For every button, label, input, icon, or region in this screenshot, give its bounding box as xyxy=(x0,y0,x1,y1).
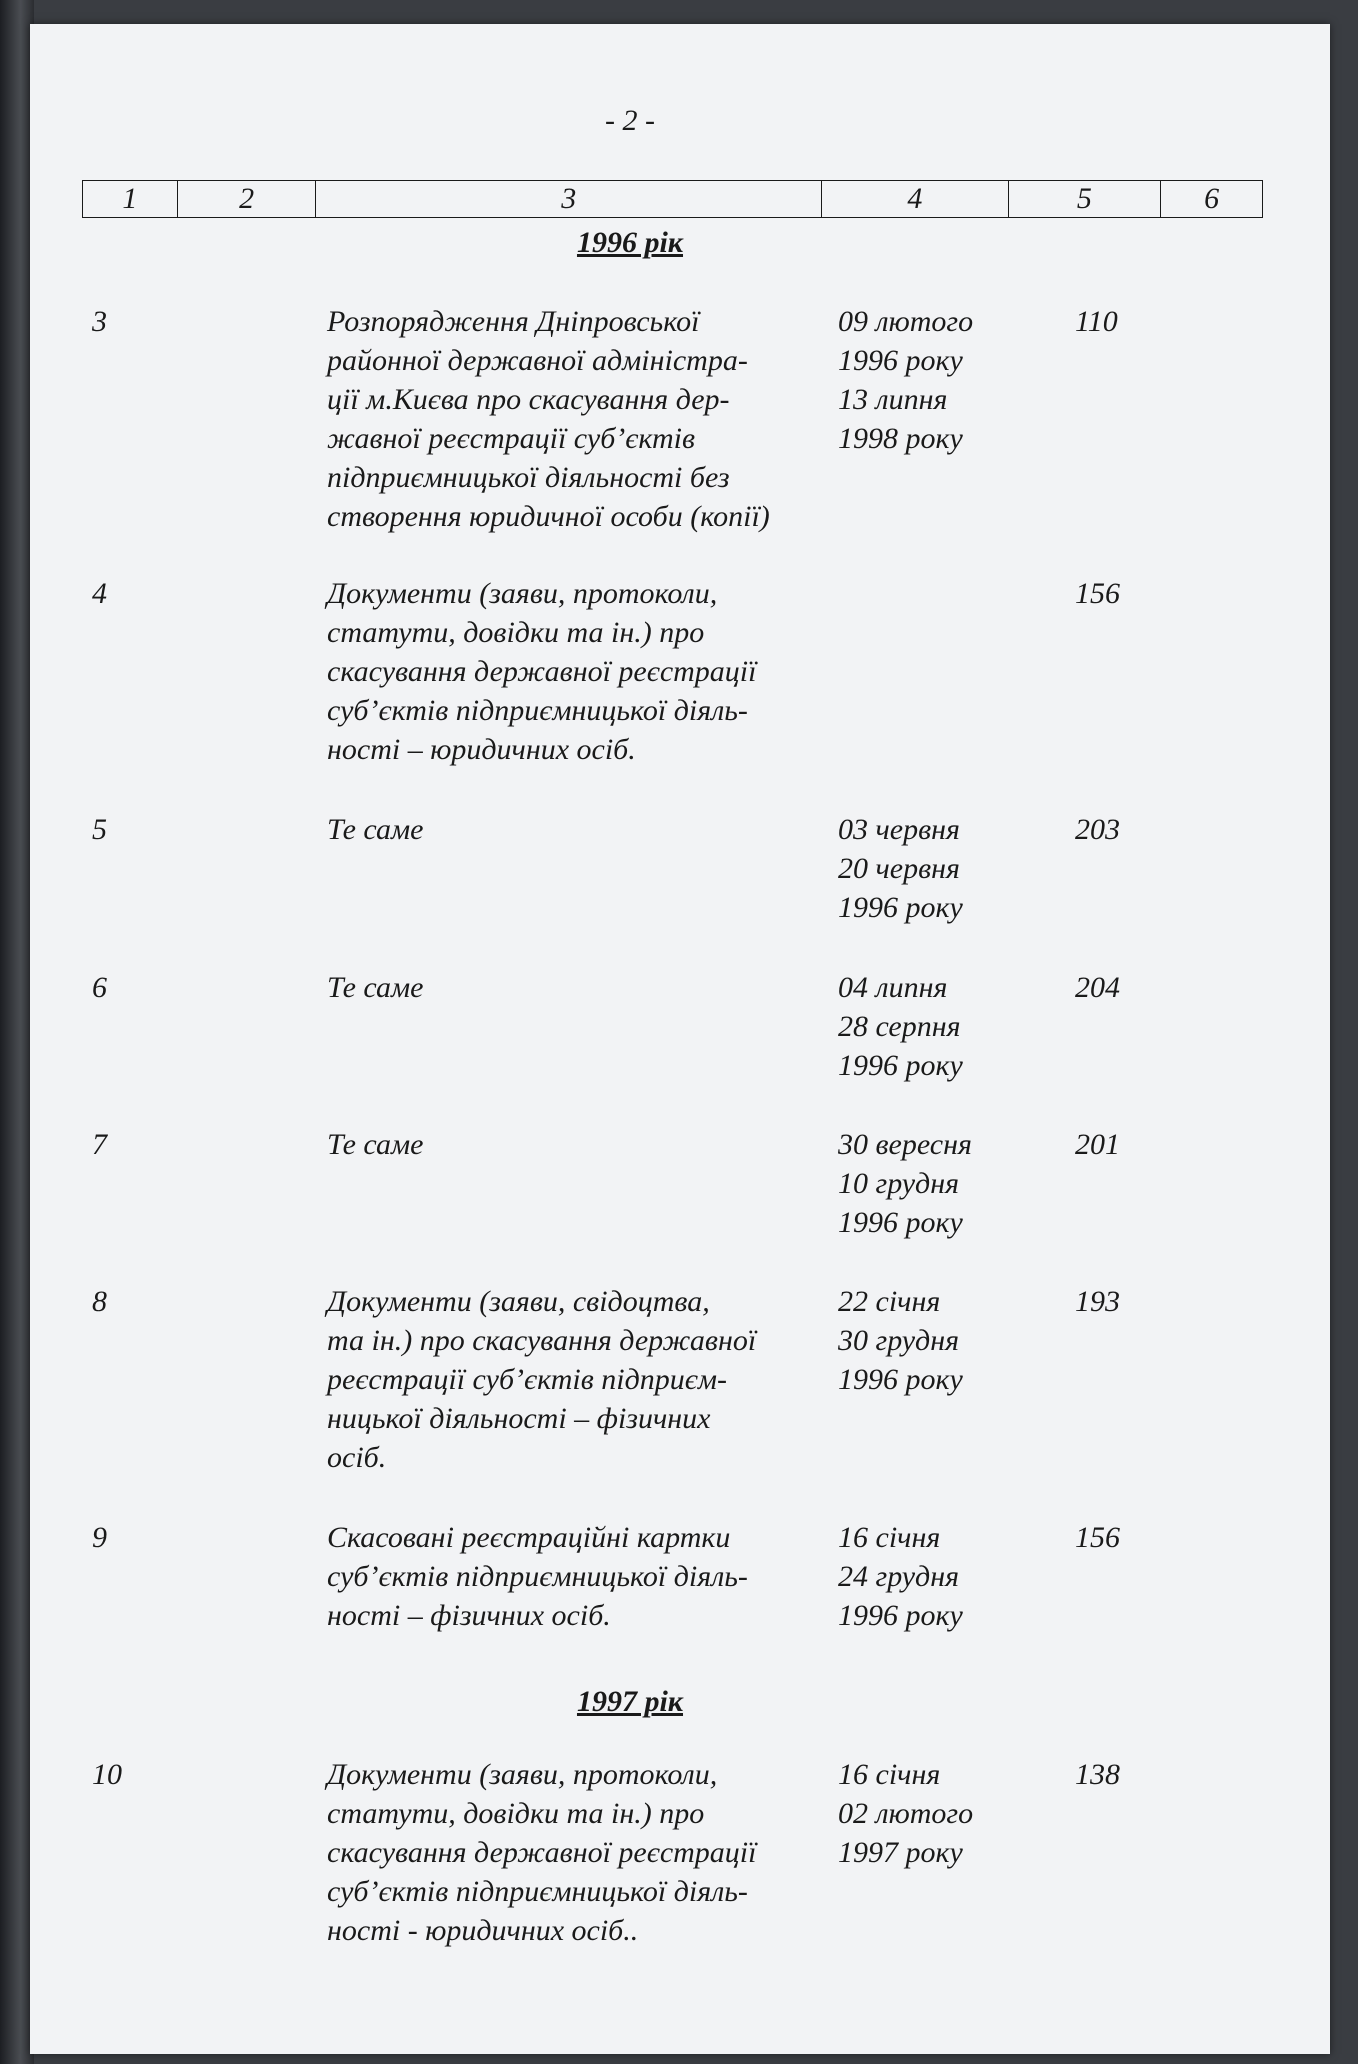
description-line: створення юридичної особи (копії) xyxy=(327,500,770,533)
entry-description xyxy=(327,1755,847,1950)
column-header-row xyxy=(83,181,1263,218)
document-page xyxy=(30,24,1330,2054)
entry-dates xyxy=(838,302,1018,458)
column-header-4: 4 xyxy=(822,181,1009,218)
description-line: осіб. xyxy=(327,1441,387,1474)
description-line: підприємницької діяльності без xyxy=(327,461,730,494)
date-line: 1996 року xyxy=(838,1206,963,1239)
date-line: 30 вересня xyxy=(838,1128,972,1161)
column-header-5: 5 xyxy=(1008,181,1161,218)
description-line: жавної реєстрації суб’єктів xyxy=(327,422,696,455)
description-line: ності - юридичних осіб.. xyxy=(327,1914,639,1947)
description-line: ції м.Києва про скасування дер- xyxy=(327,383,730,416)
entry-dates xyxy=(838,1125,1018,1242)
date-line: 02 лютого xyxy=(838,1797,974,1830)
description-line: статути, довідки та ін.) про xyxy=(327,616,705,649)
description-line: ності – юридичних осіб. xyxy=(327,733,636,766)
entry-number: 3 xyxy=(92,305,107,338)
entry-description xyxy=(327,302,847,536)
description-line: суб’єктів підприємницької діяль- xyxy=(327,1560,748,1593)
description-line: Документи (заяви, свідоцтва, xyxy=(327,1285,710,1318)
date-line: 30 грудня xyxy=(838,1324,960,1357)
date-line: 20 червня xyxy=(838,852,960,885)
entry-number: 7 xyxy=(92,1128,107,1161)
date-line: 28 серпня xyxy=(838,1010,961,1043)
description-line: Те саме xyxy=(327,971,424,1004)
column-header-6: 6 xyxy=(1161,181,1263,218)
book-binding xyxy=(0,0,34,2064)
date-line: 09 лютого xyxy=(838,305,974,338)
description-line: суб’єктів підприємницької діяль- xyxy=(327,694,748,727)
description-line: скасування державної реєстрації xyxy=(327,655,757,688)
description-line: Те саме xyxy=(327,1128,424,1161)
entry-dates xyxy=(838,1282,1018,1399)
description-line: статути, довідки та ін.) про xyxy=(327,1797,705,1830)
date-line: 16 січня xyxy=(838,1521,941,1554)
year-heading: 1996 рік xyxy=(576,226,684,259)
description-line: реєстрації суб’єктів підприєм- xyxy=(327,1363,728,1396)
column-header-2: 2 xyxy=(177,181,316,218)
entry-description xyxy=(327,810,847,849)
entry-description xyxy=(327,968,847,1007)
date-line: 1996 року xyxy=(838,1363,963,1396)
description-line: ності – фізичних осіб. xyxy=(327,1599,611,1632)
date-line: 1996 року xyxy=(838,1599,963,1632)
entry-sheet-count: 110 xyxy=(1075,305,1118,338)
year-heading: 1997 рік xyxy=(576,1685,684,1718)
column-header-1: 1 xyxy=(83,181,178,218)
entry-number: 9 xyxy=(92,1521,107,1554)
description-line: районної державної адміністра- xyxy=(327,344,748,377)
date-line: 24 грудня xyxy=(838,1560,960,1593)
description-line: суб’єктів підприємницької діяль- xyxy=(327,1875,748,1908)
description-line: скасування державної реєстрації xyxy=(327,1836,757,1869)
entry-sheet-count: 193 xyxy=(1075,1285,1120,1318)
entry-number: 8 xyxy=(92,1285,107,1318)
date-line: 1997 року xyxy=(838,1836,963,1869)
description-line: та ін.) про скасування державної xyxy=(327,1324,757,1357)
entry-dates xyxy=(838,968,1018,1085)
description-line: ницької діяльності – фізичних xyxy=(327,1402,711,1435)
entry-description xyxy=(327,1125,847,1164)
description-line: Документи (заяви, протоколи, xyxy=(327,1758,718,1791)
entry-number: 4 xyxy=(92,577,107,610)
entry-description xyxy=(327,1282,847,1477)
entry-sheet-count: 203 xyxy=(1075,813,1120,846)
description-line: Розпорядження Дніпровської xyxy=(327,305,700,338)
entry-description xyxy=(327,574,847,769)
column-header-table xyxy=(82,180,1263,218)
description-line: Скасовані реєстраційні картки xyxy=(327,1521,731,1554)
page-number: - 2 - xyxy=(605,104,655,137)
date-line: 1996 року xyxy=(838,891,963,924)
date-line: 10 грудня xyxy=(838,1167,960,1200)
entry-description xyxy=(327,1518,847,1635)
description-line: Те саме xyxy=(327,813,424,846)
date-line: 16 січня xyxy=(838,1758,941,1791)
date-line: 1996 року xyxy=(838,344,963,377)
description-line: Документи (заяви, протоколи, xyxy=(327,577,718,610)
date-line: 1996 року xyxy=(838,1049,963,1082)
entry-sheet-count: 156 xyxy=(1075,577,1120,610)
date-line: 1998 року xyxy=(838,422,963,455)
entry-dates xyxy=(838,810,1018,927)
entry-sheet-count: 138 xyxy=(1075,1758,1120,1791)
entry-number: 10 xyxy=(92,1758,122,1791)
entry-sheet-count: 156 xyxy=(1075,1521,1120,1554)
date-line: 04 липня xyxy=(838,971,948,1004)
column-header-3: 3 xyxy=(316,181,822,218)
date-line: 13 липня xyxy=(838,383,948,416)
entry-sheet-count: 201 xyxy=(1075,1128,1120,1161)
entry-dates xyxy=(838,1518,1018,1635)
date-line: 03 червня xyxy=(838,813,960,846)
entry-dates xyxy=(838,1755,1018,1872)
entry-number: 5 xyxy=(92,813,107,846)
entry-number: 6 xyxy=(92,971,107,1004)
date-line: 22 січня xyxy=(838,1285,941,1318)
entry-sheet-count: 204 xyxy=(1075,971,1120,1004)
